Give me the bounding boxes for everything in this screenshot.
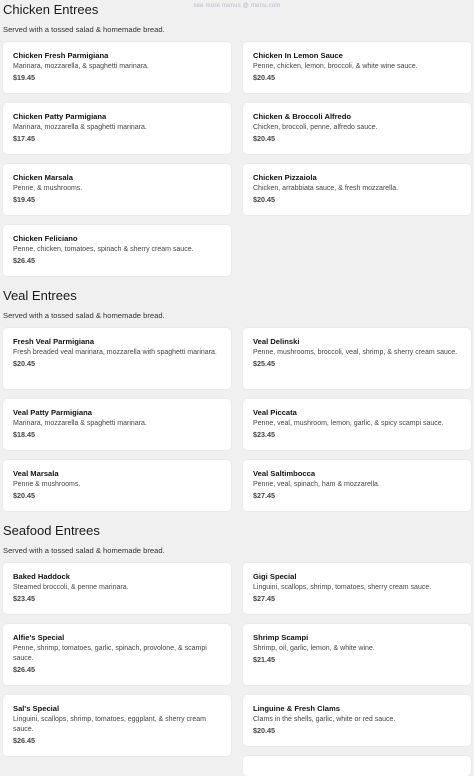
item-price: $20.45	[253, 73, 275, 82]
item-name: Veal Piccata	[253, 408, 297, 417]
menu-item-card[interactable]	[243, 756, 471, 776]
item-price: $25.45	[253, 359, 275, 368]
item-price: $23.45	[253, 430, 275, 439]
menu-item-card[interactable]	[3, 164, 231, 215]
item-description: Fresh breaded veal marinara, mozzarella with spaghetti marinara.	[13, 349, 217, 356]
item-price: $20.45	[13, 491, 35, 500]
item-price: $23.45	[13, 594, 35, 603]
menu-item-card[interactable]	[3, 103, 231, 154]
item-description: Chicken, broccoli, penne, alfredo sauce.	[253, 124, 378, 131]
section-title: Veal Entrees	[3, 288, 77, 303]
item-price: $20.45	[253, 134, 275, 143]
item-name: Fresh Veal Parmigiana	[13, 337, 95, 346]
item-price: $20.45	[253, 726, 275, 735]
menu-item-card[interactable]	[3, 563, 231, 614]
item-description: Linguini, scallops, shrimp, tomatoes, sherry cream sauce.	[253, 584, 432, 591]
item-name: Linguine & Fresh Clams	[253, 704, 340, 713]
menu-item-card[interactable]	[243, 460, 471, 511]
menu-item-card[interactable]	[3, 624, 231, 685]
item-price: $19.45	[13, 73, 35, 82]
section-title: Chicken Entrees	[3, 2, 99, 17]
item-name: Shrimp Scampi	[253, 633, 309, 642]
item-name: Sal's Special	[13, 704, 60, 713]
item-name: Chicken Marsala	[13, 173, 73, 182]
item-description: Penne & mushrooms.	[13, 481, 81, 488]
menu-item-card[interactable]	[243, 42, 471, 93]
item-name: Veal Patty Parmigiana	[13, 408, 92, 417]
section-subtitle: Served with a tossed salad & homemade bread.	[3, 311, 165, 320]
menu-item-card[interactable]	[243, 563, 471, 614]
menu-item-card[interactable]	[243, 103, 471, 154]
menu-item-card[interactable]	[3, 695, 231, 756]
item-description: Linguini, scallops, shrimp, tomatoes, eggplant, & sherry cream sauce.	[13, 716, 206, 733]
section-title: Seafood Entrees	[3, 523, 100, 538]
item-description: Marinara, mozzarella & spaghetti marinara.	[13, 124, 147, 131]
menu-item-card[interactable]	[243, 624, 471, 685]
menu-item-card[interactable]	[243, 695, 471, 746]
item-description: Penne, mushrooms, broccoli, veal, shrimp, & sherry cream sauce.	[253, 349, 458, 356]
item-description: Clams in the shells, garlic, white or red sauce.	[253, 716, 396, 723]
item-description: Chicken, arrabbiata sauce, & fresh mozzarella.	[253, 185, 399, 192]
item-description: Penne, veal, spinach, ham & mozzarella.	[253, 481, 380, 488]
item-price: $21.45	[253, 655, 275, 664]
item-price: $26.45	[13, 256, 35, 265]
item-name: Gigi Special	[253, 572, 297, 581]
item-name: Chicken Feliciano	[13, 234, 78, 243]
menu-item-card[interactable]	[3, 42, 231, 93]
item-name: Chicken Pizzaiola	[253, 173, 317, 182]
item-price: $27.45	[253, 491, 275, 500]
menu-item-card[interactable]	[243, 399, 471, 450]
item-price: $20.45	[13, 359, 35, 368]
menu-item-card[interactable]	[3, 460, 231, 511]
menu-item-card[interactable]	[3, 399, 231, 450]
item-price: $26.45	[13, 736, 35, 745]
item-price: $19.45	[13, 195, 35, 204]
item-name: Veal Marsala	[13, 469, 59, 478]
item-description: Penne, shrimp, tomatoes, garlic, spinach, provolone, & scampi sauce.	[13, 645, 207, 662]
item-name: Alfie's Special	[13, 633, 65, 642]
item-price: $20.45	[253, 195, 275, 204]
menu-item-card[interactable]	[243, 164, 471, 215]
item-price: $17.45	[13, 134, 35, 143]
watermark: see more menus @ menu.com	[193, 3, 281, 9]
section-veal-entrees	[0, 288, 474, 511]
item-price: $18.45	[13, 430, 35, 439]
menu-item-card[interactable]	[3, 328, 231, 389]
item-name: Chicken & Broccoli Alfredo	[253, 112, 352, 121]
item-name: Chicken Fresh Parmigiana	[13, 51, 109, 60]
section-seafood-entrees	[0, 523, 474, 776]
item-description: Steamed broccoli, & penne marinara.	[13, 584, 129, 591]
item-price: $26.45	[13, 665, 35, 674]
item-description: Penne, & mushrooms.	[13, 185, 83, 192]
section-chicken-entrees	[0, 2, 474, 276]
item-name: Chicken In Lemon Sauce	[253, 51, 343, 60]
item-name: Baked Haddock	[13, 572, 70, 581]
section-subtitle: Served with a tossed salad & homemade bread.	[3, 546, 165, 555]
item-description: Penne, veal, mushroom, lemon, garlic, & spicy scampi sauce.	[253, 420, 444, 427]
item-description: Marinara, mozzarella, & spaghetti marinara.	[13, 63, 149, 70]
menu-item-card[interactable]	[3, 225, 231, 276]
item-price: $27.45	[253, 594, 275, 603]
item-description: Penne, chicken, tomatoes, spinach & sherry cream sauce.	[13, 246, 194, 253]
item-name: Chicken Patty Parmigiana	[13, 112, 107, 121]
item-name: Veal Delinski	[253, 337, 300, 346]
item-description: Marinara, mozzarella & spaghetti marinara.	[13, 420, 147, 427]
item-description: Shrimp, oil, garlic, lemon, & white wine.	[253, 645, 375, 652]
section-subtitle: Served with a tossed salad & homemade bread.	[3, 25, 165, 34]
menu-item-card[interactable]	[243, 328, 471, 389]
item-description: Penne, chicken, lemon, broccoli, & white wine sauce.	[253, 63, 418, 70]
item-name: Veal Saltimbocca	[253, 469, 316, 478]
